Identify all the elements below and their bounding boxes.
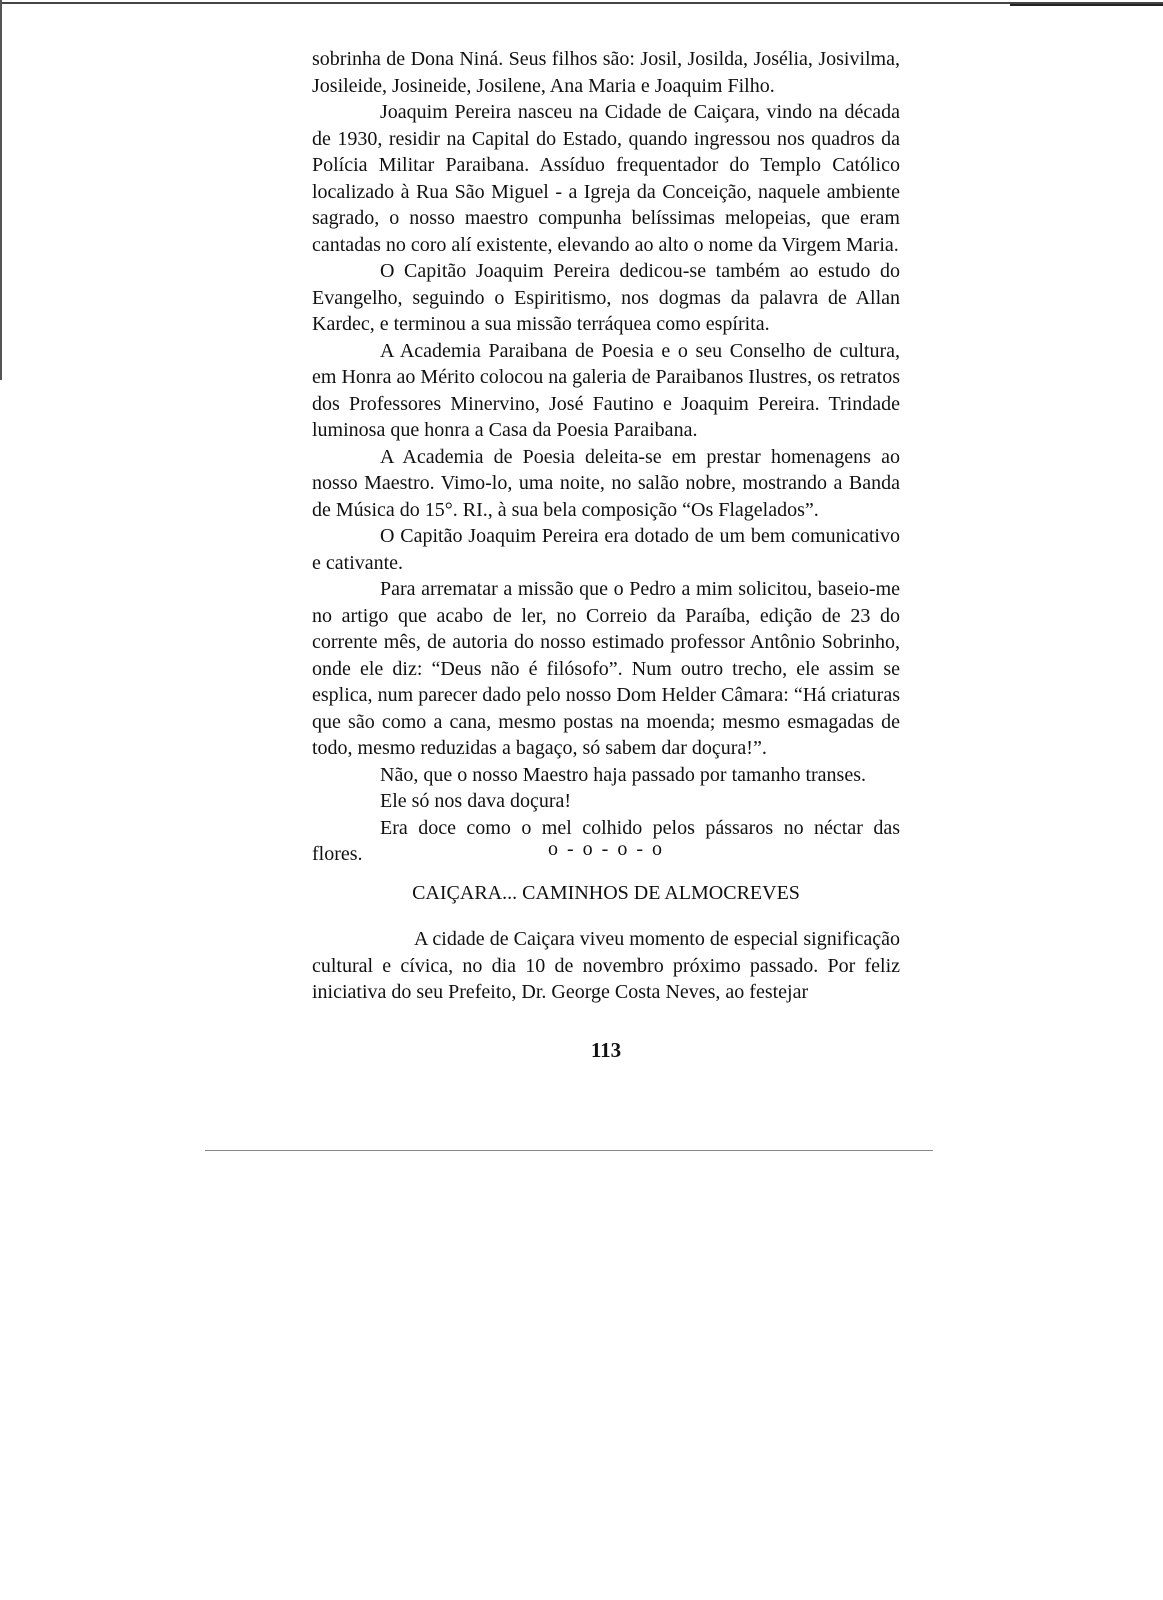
- scan-edge-top-right: [1010, 4, 1163, 6]
- paragraph: O Capitão Joaquim Pereira dedicou-se também ao estudo do Evangelho, seguindo o Espiritismo, nos dogmas da palavra de Allan Kardec, e terminou a sua missão terráquea como espírita.: [312, 260, 900, 335]
- paragraph: A cidade de Caiçara viveu momento de especial significação cultural e cívica, no dia 10 de novembro próximo passado. Por feliz iniciativa do seu Prefeito, Dr. George Costa Neves, ao festejar: [312, 928, 900, 1003]
- paragraph: Não, que o nosso Maestro haja passado por tamanho transes.: [380, 763, 866, 786]
- section-heading: CAIÇARA... CAMINHOS DE ALMOCREVES: [412, 882, 800, 904]
- paragraph: Joaquim Pereira nasceu na Cidade de Caiçara, vindo na década de 1930, residir na Capital do Estado, quando ingressou nos quadros da Polícia Militar Paraibana. Assíduo frequentador do Templo Católico localizado à Rua São Miguel - a Igreja da Conceição, naquele ambiente sagrado, o nosso maestro compunha belíssimas melopeias, que eram cantadas no coro alí existente, elevando ao alto o nome da Virgem Maria.: [312, 101, 900, 256]
- paragraph: A Academia Paraibana de Poesia e o seu Conselho de cultura, em Honra ao Mérito colocou na galeria de Paraibanos Ilustres, os retratos dos Professores Minervino, José Fautino e Joaquim Pereira. Trindade luminosa que honra a Casa da Poesia Paraibana.: [312, 339, 900, 441]
- main-text: [312, 46, 900, 868]
- paragraph: Ele só nos dava doçura!: [380, 790, 572, 812]
- section-separator: o - o - o - o: [548, 838, 664, 860]
- paragraph: Era doce como o mel colhido pelos pássaros no néctar das flores.: [312, 816, 900, 865]
- paragraph: Para arrematar a missão que o Pedro a mim solicitou, baseio-me no artigo que acabo de ler, no Correio da Paraíba, edição de 23 do corrente mês, de autoria do nosso estimado professor Antônio Sobrinho, onde ele diz: “Deus não é filósofo”. Num outro trecho, ele assim se esplica, num parecer dado pelo nosso Dom Helder Câmara: “Há criaturas que são como a cana, mesmo postas na moenda; mesmo esmagadas de todo, mesmo reduzidas a bagaço, só sabem dar doçura!”.: [312, 578, 900, 759]
- paragraph: O Capitão Joaquim Pereira era dotado de um bem comunicativo e cativante.: [312, 525, 900, 574]
- section-text: [312, 926, 900, 1006]
- page-number: 113: [590, 1038, 622, 1062]
- scan-edge-top: [0, 2, 1163, 4]
- scan-edge-left: [0, 0, 2, 380]
- paragraph: sobrinha de Dona Niná. Seus filhos são: Josil, Josilda, Josélia, Josivilma, Josileide, Josineide, Josilene, Ana Maria e Joaquim Filho.: [312, 48, 900, 97]
- paragraph: A Academia de Poesia deleita-se em prestar homenagens ao nosso Maestro. Vimo-lo, uma noite, no salão nobre, mostrando a Banda de Música do 15°. RI., à sua bela composição “Os Flagelados”.: [312, 445, 900, 521]
- scan-edge-bottom: [205, 1150, 933, 1151]
